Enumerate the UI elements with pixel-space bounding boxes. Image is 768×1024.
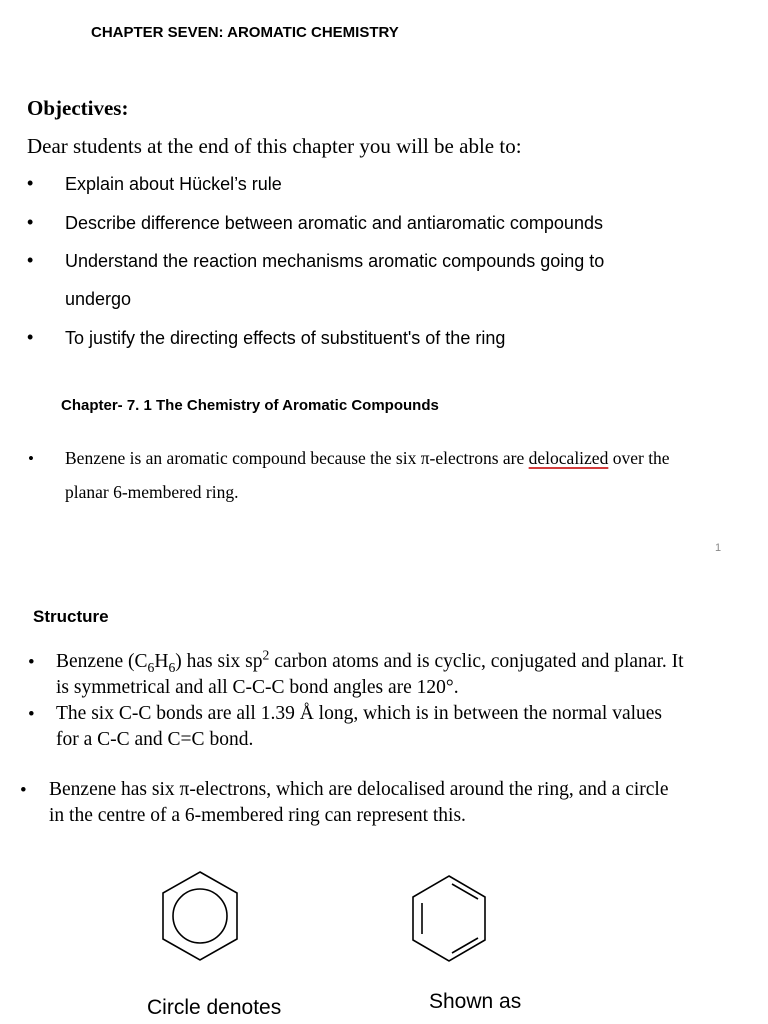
objectives-heading: Objectives: [27, 96, 129, 120]
objective-item: Understand the reaction mechanisms aromatic compounds going to [65, 251, 605, 271]
benzene-kekule-structure-icon [408, 872, 490, 966]
structure-heading: Structure [33, 607, 109, 626]
bullet-marker: • [27, 250, 34, 270]
structure-bullet3-line2: in the centre of a 6-membered ring can represent this. [49, 805, 466, 826]
page-number: 1 [715, 542, 722, 554]
superscript: 2 [262, 647, 270, 663]
benzene-text-after: over the [608, 448, 670, 468]
benzene-text-before: Benzene is an aromatic compound because the six π-electrons are [65, 448, 529, 468]
bullet-marker: • [28, 449, 34, 468]
section-heading: Chapter- 7. 1 The Chemistry of Aromatic Compounds [61, 397, 439, 414]
delocalized-word: delocalized [528, 448, 609, 468]
bullet-marker: • [27, 212, 34, 232]
subscript: 6 [168, 659, 176, 675]
structure-bullet2-line1: The six C-C bonds are all 1.39 Å long, which is in between the normal values [56, 703, 663, 724]
bullet-marker: • [28, 652, 35, 673]
subscript: 6 [147, 659, 155, 675]
structure-bullet1-line2: is symmetrical and all C-C-C bond angles are 120°. [56, 677, 459, 698]
text-part: Benzene (C [56, 651, 148, 672]
caption-kekule: Shown as [429, 990, 522, 1013]
objective-item: Describe difference between aromatic and antiaromatic compounds [65, 213, 603, 233]
text-part: carbon atoms and is cyclic, conjugated and planar. It [269, 651, 684, 672]
objective-continuation: undergo [65, 289, 132, 309]
benzene-circle-structure-icon [158, 868, 242, 964]
objectives-intro: Dear students at the end of this chapter you will be able to: [27, 134, 522, 158]
objective-item: Explain about Hückel’s rule [65, 174, 282, 194]
benzene-paragraph-line2: planar 6-membered ring. [65, 482, 239, 502]
bullet-marker: • [20, 780, 27, 801]
bullet-marker: • [27, 327, 34, 347]
structure-bullet3-line1: Benzene has six π-electrons, which are delocalised around the ring, and a circle [49, 779, 669, 800]
structure-bullet2-line2: for a C-C and C=C bond. [56, 729, 254, 750]
text-part: ) has six sp [175, 651, 263, 672]
objective-item: To justify the directing effects of substituent's of the ring [65, 328, 506, 348]
chapter-title: CHAPTER SEVEN: AROMATIC CHEMISTRY [91, 24, 399, 41]
text-part: H [154, 651, 169, 672]
benzene-paragraph-line1 [65, 448, 670, 469]
caption-circle: Circle denotes [147, 996, 282, 1019]
structure-bullet1-line1 [56, 647, 684, 675]
bullet-marker: • [28, 704, 35, 725]
bullet-marker: • [27, 173, 34, 193]
